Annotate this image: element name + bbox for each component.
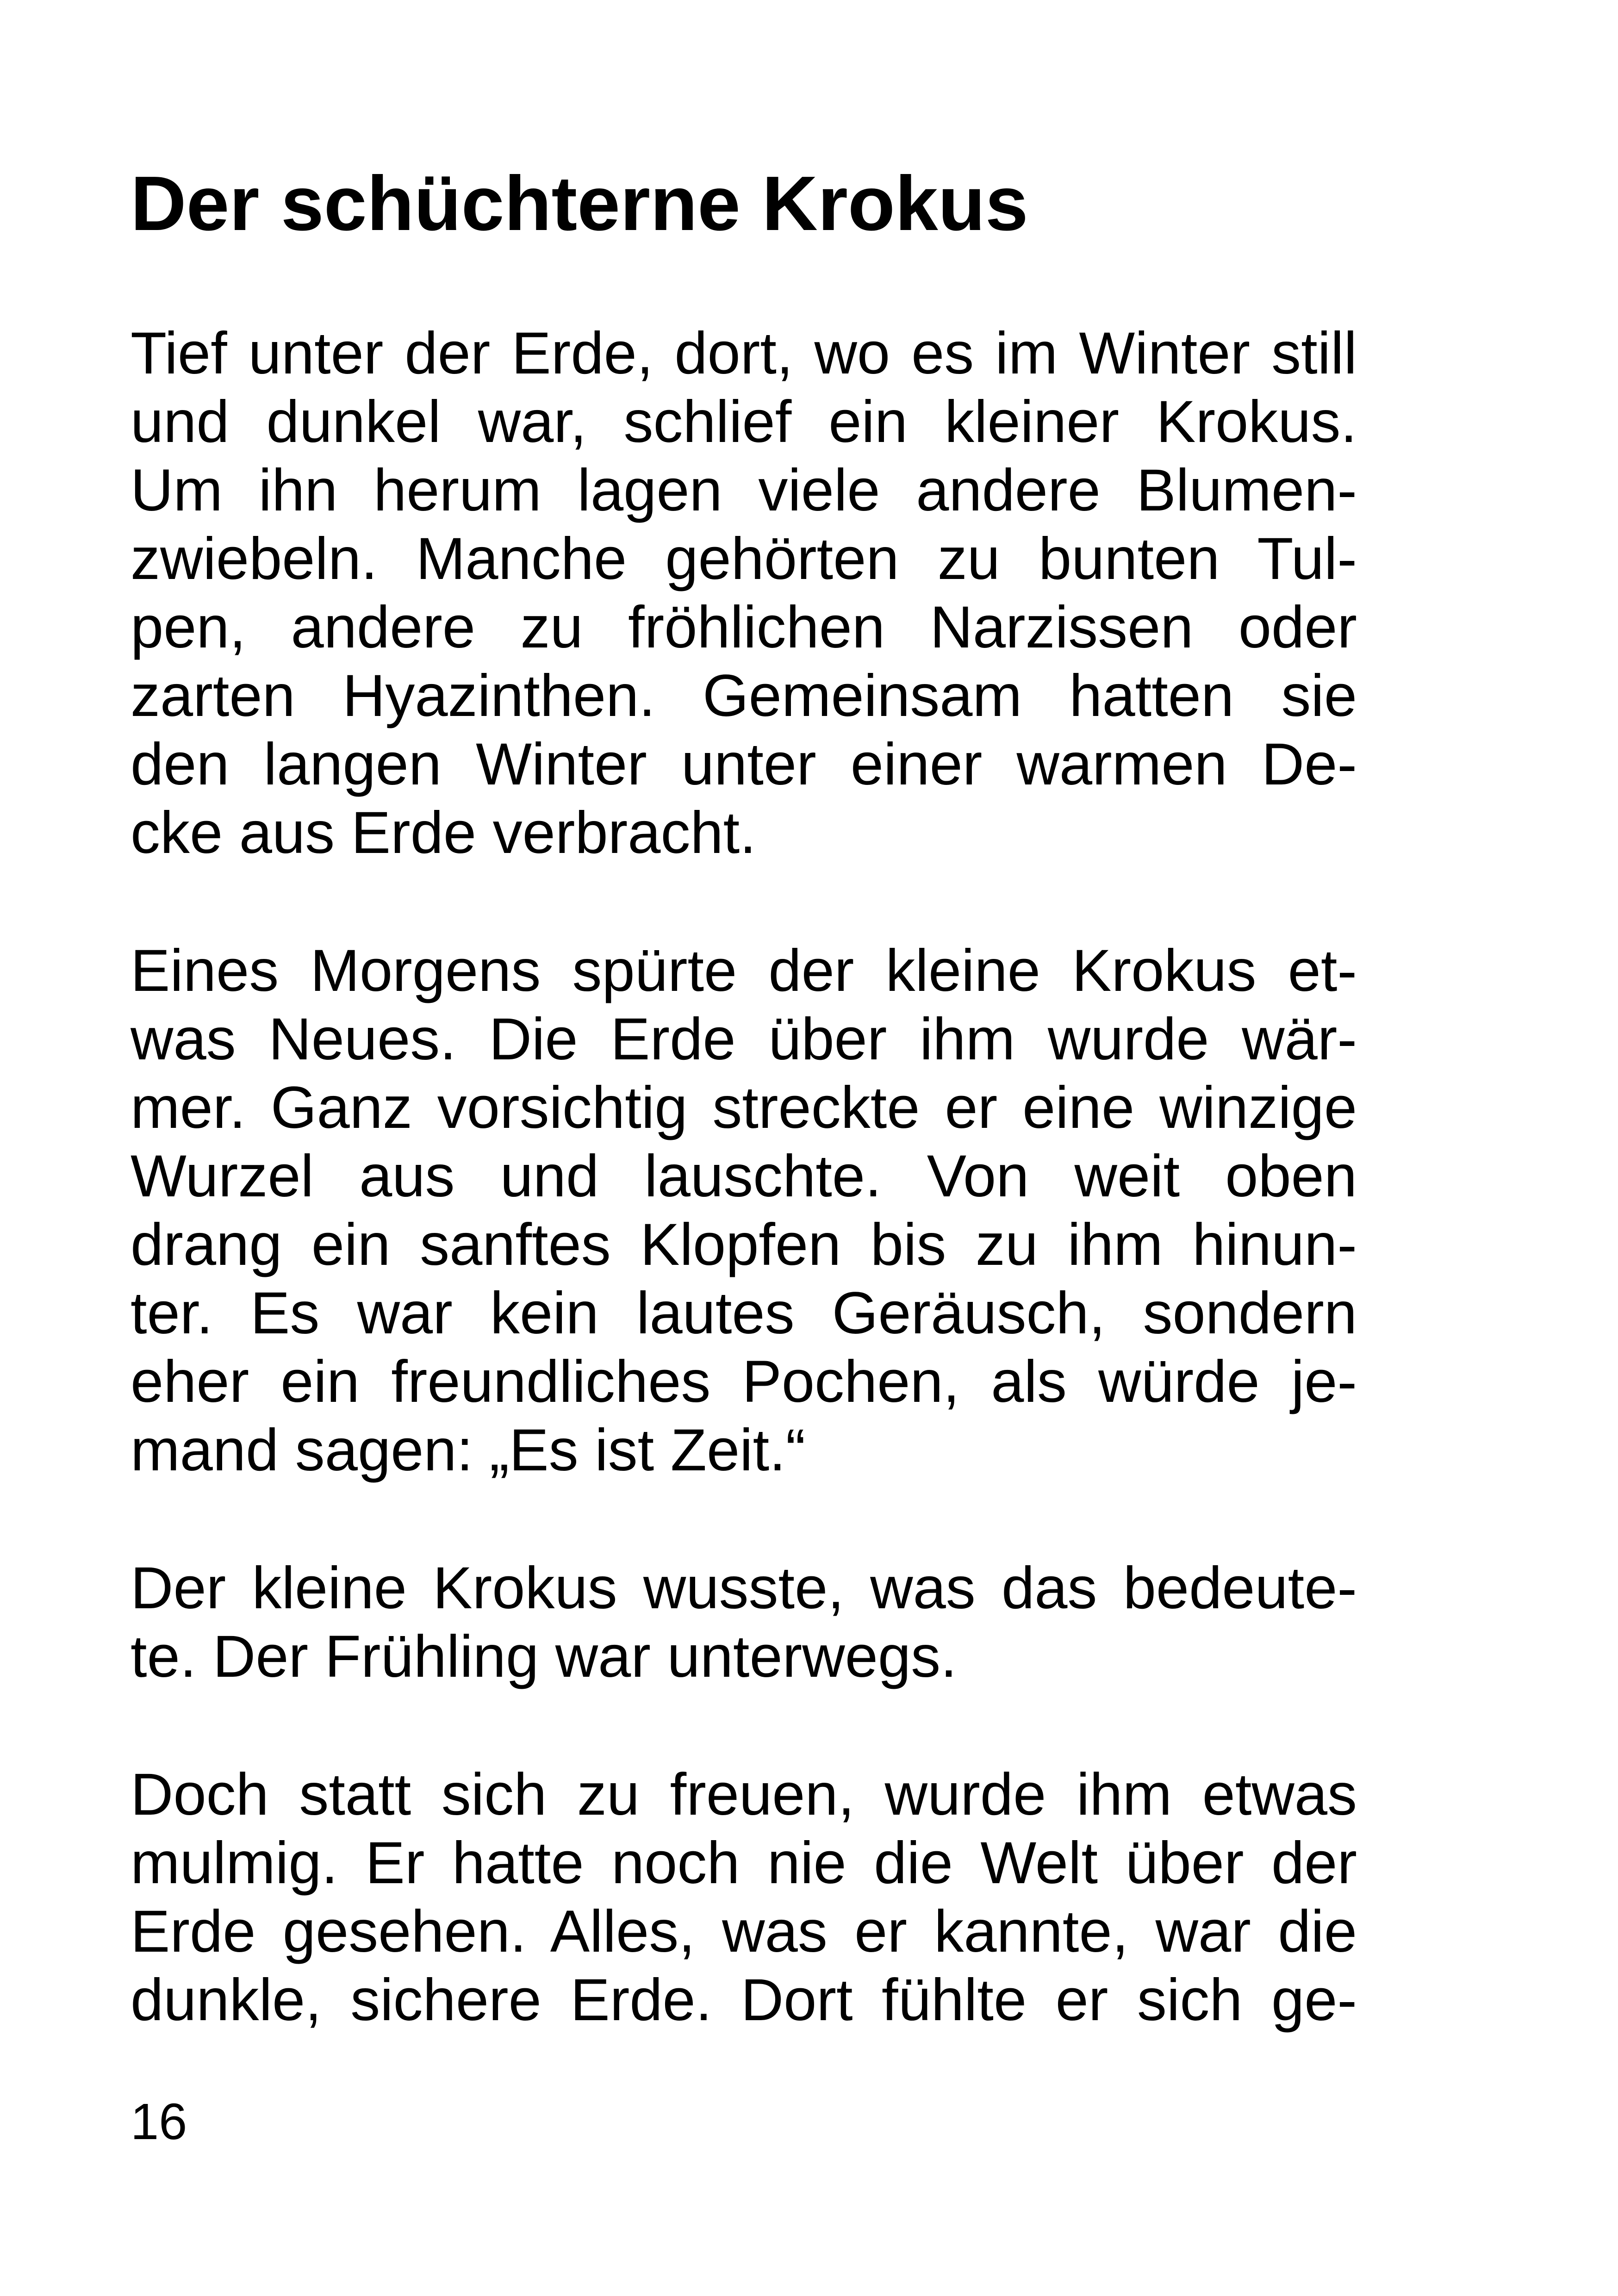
text-line: Doch statt sich zu freuen, wurde ihm etwas	[131, 1761, 1357, 1828]
text-line: zarten Hyazinthen. Gemeinsam hatten sie	[131, 663, 1357, 729]
text-line: drang ein sanftes Klopfen bis zu ihm hinun-	[131, 1212, 1357, 1278]
text-line: Wurzel aus und lauschte. Von weit oben	[131, 1143, 1357, 1209]
text-line: dunkle, sichere Erde. Dort fühlte er sich ge-	[131, 1967, 1357, 2033]
page-number: 16	[131, 2093, 187, 2150]
text-line: und dunkel war, schlief ein kleiner Krokus.	[131, 389, 1357, 455]
text-line: was Neues. Die Erde über ihm wurde wär-	[131, 1006, 1357, 1072]
chapter-title: Der schüchterne Krokus	[131, 161, 1028, 247]
text-line: ter. Es war kein lautes Geräusch, sondern	[131, 1280, 1357, 1346]
story-text	[131, 319, 1357, 2104]
text-line: zwiebeln. Manche gehörten zu bunten Tul-	[131, 526, 1357, 592]
text-line: pen, andere zu fröhlichen Narzissen oder	[131, 594, 1357, 660]
paragraph-2	[131, 937, 1357, 1485]
text-line: Tief unter der Erde, dort, wo es im Winter still	[131, 320, 1357, 386]
text-line: Um ihn herum lagen viele andere Blumen-	[131, 457, 1357, 523]
text-line: Erde gesehen. Alles, was er kannte, war die	[131, 1898, 1357, 1965]
text-line: mand sagen: „Es ist Zeit.“	[131, 1417, 806, 1483]
text-line: cke aus Erde verbracht.	[131, 800, 756, 866]
paragraph-3	[131, 1554, 1357, 1691]
text-line: mer. Ganz vorsichtig streckte er eine winzige	[131, 1075, 1357, 1141]
paragraph-1	[131, 319, 1357, 867]
text-line: den langen Winter unter einer warmen De-	[131, 731, 1357, 797]
text-line: mulmig. Er hatte noch nie die Welt über der	[131, 1830, 1357, 1896]
text-line: Der kleine Krokus wusste, was das bedeute-	[131, 1555, 1357, 1621]
paragraph-4	[131, 1761, 1357, 2035]
text-line: eher ein freundliches Pochen, als würde je-	[131, 1349, 1357, 1415]
text-line: te. Der Frühling war unterwegs.	[131, 1624, 957, 1690]
text-line: Eines Morgens spürte der kleine Krokus et-	[131, 938, 1357, 1004]
